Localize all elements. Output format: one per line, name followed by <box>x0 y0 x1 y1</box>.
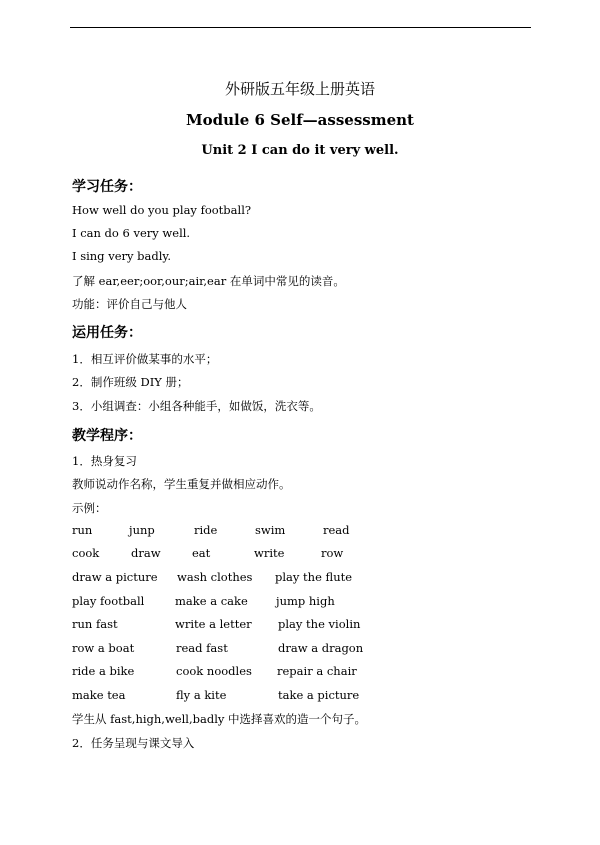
word-grid-row <box>72 617 532 633</box>
word-grid-row <box>72 546 532 562</box>
grid-word: run fast <box>72 617 118 631</box>
learning-task-line: 了解 ear,eer;oor,our;air,ear 在单词中常见的读音。 <box>72 274 345 288</box>
learning-task-line: I can do 6 very well. <box>72 226 191 240</box>
grid-word: draw <box>131 546 161 560</box>
procedure-instruction: 教师说动作名称，学生重复并做相应动作。 <box>72 477 291 491</box>
grid-word: play the violin <box>278 617 361 631</box>
grid-word: swim <box>255 523 286 537</box>
grid-word: cook noodles <box>176 664 252 678</box>
unit-title: Unit 2 I can do it very well. <box>201 143 399 158</box>
grid-word: eat <box>192 546 211 560</box>
procedure-step-2: 2．任务呈现与课文导入 <box>72 736 195 750</box>
learning-task-line: How well do you play football? <box>72 203 252 217</box>
learning-task-line: 功能：评价自己与他人 <box>72 297 187 311</box>
grid-word: make tea <box>72 688 126 702</box>
application-tasks-heading: 运用任务： <box>72 325 142 341</box>
grid-word: run <box>72 523 93 537</box>
grid-word: play the flute <box>275 570 353 584</box>
grid-word: junp <box>129 523 155 537</box>
grid-word: make a cake <box>175 594 248 608</box>
grid-word: read <box>323 523 350 537</box>
application-task-line: 2．制作班级 DIY 册； <box>72 375 189 389</box>
grid-word: draw a picture <box>72 570 158 584</box>
grid-word: read fast <box>176 641 228 655</box>
word-grid-row <box>72 523 532 539</box>
grid-word: ride a bike <box>72 664 135 678</box>
grid-word: play football <box>72 594 145 608</box>
application-task-line: 1．相互评价做某事的水平； <box>72 352 218 366</box>
word-grid-row <box>72 688 532 704</box>
word-grid-row <box>72 641 532 657</box>
grid-word: jump high <box>276 594 335 608</box>
procedure-closing: 学生从 fast,high,well,badly 中选择喜欢的造一个句子。 <box>72 712 367 726</box>
word-grid-row <box>72 664 532 680</box>
grid-word: repair a chair <box>277 664 357 678</box>
learning-task-line: I sing very badly. <box>72 249 172 263</box>
grid-word: write <box>254 546 285 560</box>
teaching-procedure-heading: 教学程序： <box>72 428 142 444</box>
document-title: 外研版五年级上册英语 <box>224 80 375 98</box>
grid-word: fly a kite <box>176 688 227 702</box>
grid-word: row <box>321 546 344 560</box>
grid-word: wash clothes <box>177 570 253 584</box>
grid-word: ride <box>194 523 218 537</box>
word-grid-row <box>72 570 532 586</box>
learning-tasks-heading: 学习任务： <box>72 179 142 195</box>
top-rule <box>70 27 531 28</box>
application-task-line: 3．小组调查：小组各种能手，如做饭，洗衣等。 <box>72 399 321 413</box>
grid-word: cook <box>72 546 100 560</box>
procedure-step-1: 1．热身复习 <box>72 454 137 468</box>
module-title: Module 6 Self—assessment <box>186 111 414 129</box>
example-label: 示例： <box>72 501 107 515</box>
grid-word: row a boat <box>72 641 135 655</box>
word-grid-row <box>72 594 532 610</box>
grid-word: take a picture <box>278 688 360 702</box>
grid-word: write a letter <box>175 617 252 631</box>
grid-word: draw a dragon <box>278 641 364 655</box>
